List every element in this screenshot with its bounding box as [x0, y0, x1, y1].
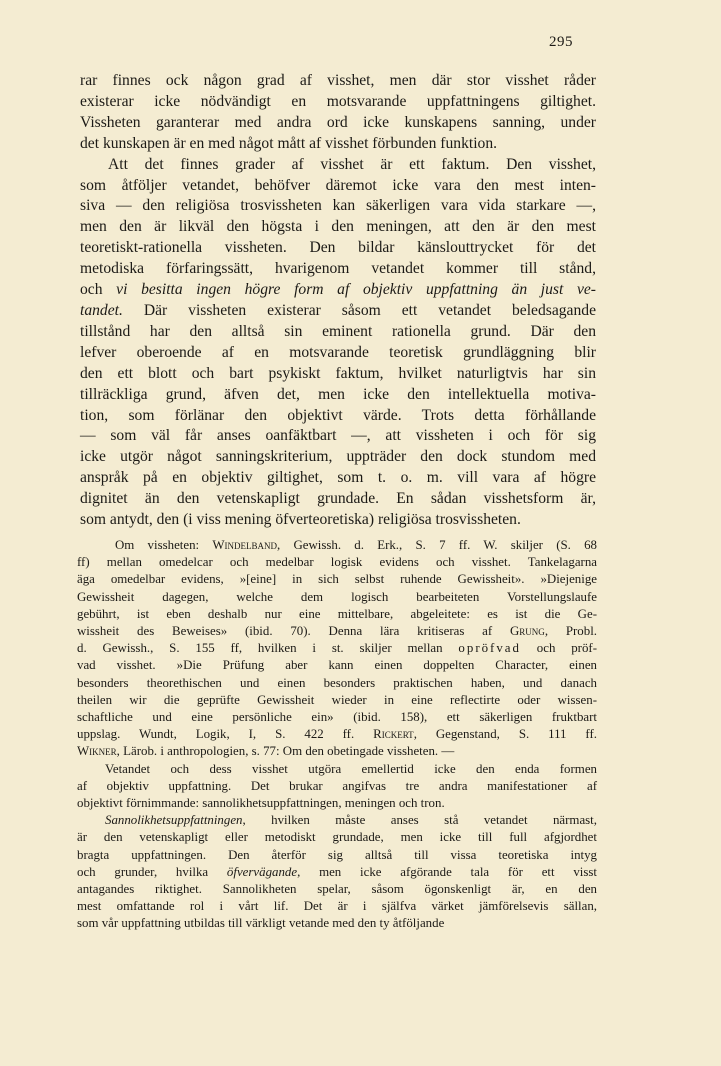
text-line: tandet. Där vissheten existerar såsom ett vetandet beledsagande: [80, 301, 596, 319]
footnotes: [77, 537, 597, 933]
note-line: som vår uppfattning utbildas till värkligt vetande med den ty åtföljande: [77, 916, 445, 931]
text-line: Att det finnes grader af visshet är ett faktum. Den visshet,: [108, 155, 596, 173]
text-line: teoretiskt-rationella vissheten. Den bildar känslouttrycket för det: [80, 239, 596, 257]
page-number: 295: [549, 34, 573, 50]
note-line: af objektiv uppfattning. Det brukar angifvas tre andra manifestationer af: [77, 778, 597, 793]
text-line: men den är likväl den högsta i den meningen, att den är den mest: [80, 218, 596, 236]
text-line: anspråk på en objektiv giltighet, som t. o. m. vill vara af högre: [80, 469, 596, 487]
text-line: rar finnes ock någon grad af visshet, men där stor visshet råder: [80, 72, 596, 89]
note-line: Wikner, Lärob. i anthropologien, s. 77: Om den obetingade vissheten. —: [77, 744, 455, 759]
text-line: Vissheten garanterar med andra ord icke kunskapens sanning, under: [80, 113, 596, 131]
note-line: Vetandet och dess visshet utgöra emellertid icke den enda formen: [105, 761, 597, 776]
note-line: bragta uppfattningen. Den återför sig alltså till vissa teoretiska intyg: [77, 847, 597, 862]
text-line: den ett blott och bart psykiskt faktum, hvilket naturligtvis har sin: [80, 364, 596, 382]
text-line: tillstånd har den alltså sin eminent rationella grund. Där den: [80, 322, 596, 340]
note-line: theilen wir die geprüfte Gewissheit wieder in eine reflectirte oder wissen-: [77, 692, 597, 707]
note-line: uppslag. Wundt, Logik, I, S. 422 ff. Rickert, Gegenstand, S. 111 ff.: [77, 727, 597, 742]
text-line: tion, som förlänar den objektivt värde. Trots detta förhållande: [80, 406, 596, 424]
note-line: wissheit des Beweises» (ibid. 70). Denna lära kritiseras af Grung, Probl.: [77, 624, 597, 639]
text-line: siva — den religiösa trosvissheten kan säkerligen vara vida starkare —,: [80, 197, 596, 215]
note-line: antagandes riktighet. Sannolikheten spelar, såsom ögonskenligt är, en den: [77, 882, 597, 897]
note-line: schaftliche und eine persönliche ein» (ibid. 158), ett säkerligen fruktbart: [77, 710, 597, 725]
text-line: metodiska förfaringssätt, hvarigenom vetandet kommer till stånd,: [80, 260, 596, 278]
note-line: är den vetenskapligt eller metodiskt grundade, men icke till full afgjordhet: [77, 830, 597, 845]
text-line: tillräckliga grund, äfven det, men icke den intellektuella motiva-: [80, 385, 596, 403]
note-line: besonders theorethischen und einen besonders praktischen haben, und danach: [77, 675, 597, 690]
note-line: Gewissheit dagegen, welche dem logisch bearbeiteten Vorstellungslaufe: [77, 589, 597, 604]
note-line: och grunder, hvilka öfvervägande, men icke afgörande tala för ett visst: [77, 864, 598, 879]
note-line: objektivt förnimmande: sannolikhetsuppfattningen, meningen och tron.: [77, 796, 445, 811]
note-line: vad visshet. »Die Prüfung aber kann einen doppelten Character, einen: [77, 658, 597, 673]
text-line: som åtföljer vetandet, behöfver däremot icke vara den mest inten-: [80, 176, 596, 194]
text-line: existerar icke nödvändigt en motsvarande uppfattningens giltighet.: [80, 92, 596, 110]
main-text: [80, 71, 596, 531]
note-line: ff) mellan omedelcar och medelbar logisk evidens och visshet. Tankelagarna: [77, 555, 597, 570]
note-line: mest omfattande rol i vårt lif. Det är i själfva värket jämförelsevis sällan,: [77, 899, 597, 914]
text-line: det kunskapen är en med något mått af visshet förbunden funktion.: [80, 134, 498, 152]
text-line: lefver oberoende af en motsvarande teoretisk grundläggning blir: [80, 343, 596, 361]
text-line: — som väl får anses oanfäktbart —, att vissheten i och för sig: [80, 427, 596, 445]
text-line: som antydt, den (i viss mening öfverteoretiska) religiösa trosvissheten.: [80, 511, 521, 529]
note-line: d. Gewissh., S. 155 ff, hvilken i st. skiljer mellan opröfvad och pröf-: [77, 641, 597, 656]
text-line: icke utgör något sanningskriterium, uppträder den dock stundom med: [80, 448, 596, 466]
text-line: och vi besitta ingen högre form af objektiv uppfattning än just ve-: [80, 281, 596, 299]
note-line: äga omedelbar evidens, »[eine] in sich selbst ruhende Gewissheit». »Diejenige: [77, 572, 597, 587]
note-line: gebührt, ist eben deshalb nur eine mittelbare, abgeleitete: es ist die Ge-: [77, 606, 597, 621]
text-line: dignitet än den vetenskapligt grundade. En sådan visshetsform är,: [80, 490, 596, 508]
note-line: Om vissheten: Windelband, Gewissh. d. Erk., S. 7 ff. W. skiljer (S. 68: [115, 538, 597, 552]
note-line: Sannolikhetsuppfattningen, hvilken måste anses stå vetandet närmast,: [105, 813, 597, 828]
